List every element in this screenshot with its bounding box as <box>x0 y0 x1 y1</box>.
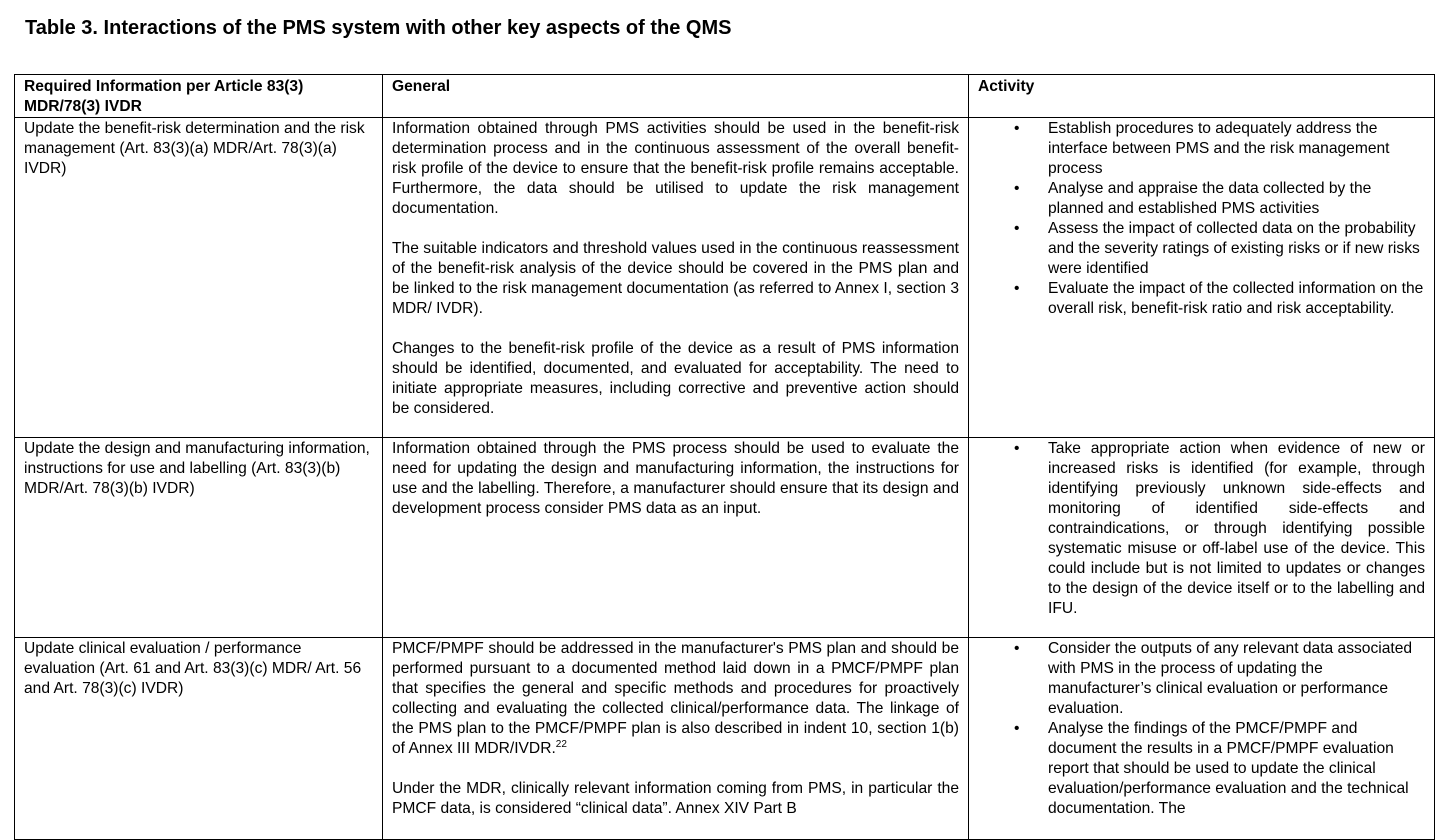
footnote-marker: 22 <box>555 739 567 750</box>
table-title: Table 3. Interactions of the PMS system with other key aspects of the QMS <box>25 17 732 39</box>
general-paragraph: Information obtained through PMS activities should be used in the benefit-risk determination process and in the continuous assessment of the overall benefit-risk profile of the device to ensure that the benefit-risk profile remains acceptable. Furthermore, the data should be utilised to update the risk management documentation. <box>392 120 959 217</box>
general-cell <box>383 118 969 438</box>
header-required-information: Required Information per Article 83(3) MDR/78(3) IVDR <box>15 75 383 118</box>
activity-list <box>978 639 1425 819</box>
general-cell <box>383 638 969 840</box>
activity-item: • Analyse the findings of the PMCF/PMPF and document the results in a PMCF/PMPF evaluation report that should be used to update the clinical evaluation/performance evaluation and the technical documentation. The <box>978 719 1425 819</box>
general-paragraph: The suitable indicators and threshold values used in the continuous reassessment of the benefit-risk analysis of the device should be covered in the PMS plan and be linked to the risk management documentation (as referred to Annex I, section 3 MDR/ IVDR). <box>392 240 959 317</box>
required-info-cell: Update the benefit-risk determination and the risk management (Art. 83(3)(a) MDR/Art. 78(3)(a) IVDR) <box>15 118 383 438</box>
table-row <box>15 118 1435 438</box>
general-paragraph: Information obtained through the PMS process should be used to evaluate the need for updating the design and manufacturing information, the instructions for use and the labelling. Therefore, a manufacturer should ensure that its design and development process consider PMS data as an input. <box>392 440 959 517</box>
general-paragraph: Under the MDR, clinically relevant information coming from PMS, in particular the PMCF data, is considered “clinical data”. Annex XIV Part B <box>392 780 959 817</box>
table-row <box>15 438 1435 638</box>
general-cell <box>383 438 969 638</box>
activity-cell <box>969 438 1435 638</box>
table-header-row <box>15 75 1435 118</box>
activity-cell <box>969 118 1435 438</box>
general-text: PMCF/PMPF should be addressed in the manufacturer's PMS plan and should be performed pursuant to a documented method laid down in a PMCF/PMPF plan that specifies the general and specific methods and procedures for proactively collecting and evaluating the collected clinical/performance data. The linkage of the PMS plan to the PMCF/PMPF plan is also described in indent 10, section 1(b) of Annex III MDR/IVDR. <box>392 640 959 757</box>
required-info-cell: Update the design and manufacturing information, instructions for use and labelling (Art. 83(3)(b) MDR/Art. 78(3)(b) IVDR) <box>15 438 383 638</box>
activity-item: • Consider the outputs of any relevant data associated with PMS in the process of updating the manufacturer’s clinical evaluation or performance evaluation. <box>978 639 1425 719</box>
activity-item: • Analyse and appraise the data collected by the planned and established PMS activities <box>978 179 1425 219</box>
header-general: General <box>383 75 969 118</box>
activity-cell <box>969 638 1435 840</box>
general-paragraph: Changes to the benefit-risk profile of the device as a result of PMS information should be identified, documented, and evaluated for acceptability. The need to initiate appropriate measures, including corrective and preventive action should be considered. <box>392 340 959 417</box>
activity-list <box>978 439 1425 619</box>
activity-item: • Assess the impact of collected data on the probability and the severity ratings of existing risks or if new risks were identified <box>978 219 1425 279</box>
qms-interactions-table <box>14 74 1435 840</box>
table-row <box>15 638 1435 840</box>
activity-list <box>978 119 1425 319</box>
activity-item: • Take appropriate action when evidence of new or increased risks is identified (for example, through identifying previously unknown side-effects and monitoring of identified side-effects and contraindications, or through identifying possible systematic misuse or off-label use of the device. This could include but is not limited to updates or changes to the design of the device itself or to the labelling and IFU. <box>978 439 1425 619</box>
activity-item: • Evaluate the impact of the collected information on the overall risk, benefit-risk ratio and risk acceptability. <box>978 279 1425 319</box>
activity-item: • Establish procedures to adequately address the interface between PMS and the risk management process <box>978 119 1425 179</box>
general-paragraph <box>392 639 959 759</box>
header-activity: Activity <box>969 75 1435 118</box>
required-info-cell: Update clinical evaluation / performance evaluation (Art. 61 and Art. 83(3)(c) MDR/ Art. 56 and Art. 78(3)(c) IVDR) <box>15 638 383 840</box>
